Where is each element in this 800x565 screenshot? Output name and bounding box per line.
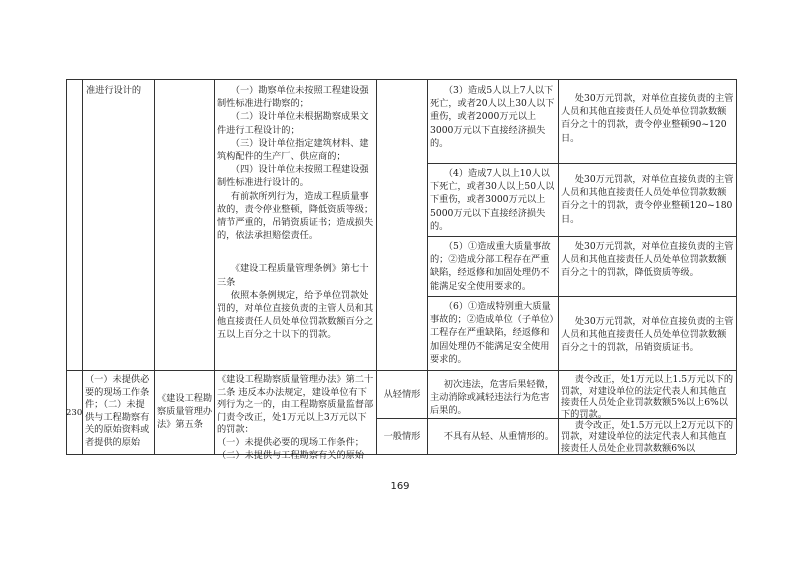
penalty-cell	[561, 374, 734, 420]
penalty-cell	[561, 240, 734, 280]
penalty-cell	[561, 420, 734, 454]
situation-text: 不具有从轻、从重情形的。	[443, 431, 555, 442]
table-rule	[427, 296, 736, 297]
penalty-text: 处30万元罚款，对单位直接负责的主管人员和其他直接责任人员处单位罚款数额百分之十的罚款，吊销资质证书。	[561, 316, 734, 354]
level-text: 一般情形	[383, 431, 421, 442]
table-rule	[66, 79, 67, 454]
situation-text: （6）①造成特别重大质量事故的；②造成单位（子单位）工程存在严重缺陷，经返修和加固处理仍不能满足安全使用要求的。	[430, 301, 555, 365]
table-rule	[427, 163, 736, 164]
page-number: 169	[390, 481, 410, 492]
level-text: 从轻情形	[383, 389, 421, 400]
situation-cell	[430, 430, 556, 443]
table-rule	[66, 79, 736, 80]
violation-cell	[85, 374, 153, 449]
table-rule	[82, 79, 83, 454]
provision-item: 《建设工程勘察质量管理办法》第二十二条 违反本办法规定，建设单位有下列行为之一的，由工程勘察质量监督部门责令改正，处1万元以上3万元以下的罚款：	[217, 374, 374, 436]
provision-item: （一）未提供必要的现场工作条件；	[217, 436, 364, 448]
provision-cell	[217, 84, 374, 368]
table-rule	[427, 236, 736, 237]
situation-text: 初次违法，危害后果轻微，主动消除或减轻违法行为危害后果的。	[430, 379, 555, 417]
provision-item: 依照本条例规定，给予单位罚款处罚的，对单位直接负责的主管人员和其他直接责任人员处单位罚款数额百分之五以上百分之十以下的罚款。	[217, 289, 374, 341]
level-cell	[377, 388, 427, 401]
table-rule	[154, 79, 155, 454]
provision-item: （一）勘察单位未按照工程建设强制性标准进行勘察的；	[217, 85, 369, 110]
penalty-cell	[561, 92, 734, 145]
penalty-text: 责令改正，处1.5万元以上2万元以下的罚款，对建设单位的法定代表人和其他直接责任人员处企业罚款数额6%以	[561, 420, 734, 454]
level-cell	[377, 430, 427, 443]
violation-cell	[86, 84, 152, 97]
table-rule	[736, 79, 737, 454]
violation-text: （一）未提供必要的现场工作条件；（二）未提供与工程勘察有关的原始资料或者提供的原始	[85, 374, 150, 448]
penalty-text: 责令改正，处1万元以上1.5万元以下的罚款，对建设单位的法定代表人和其他直接责任人员处企业罚款数额5%以上6%以下的罚款。	[561, 374, 734, 420]
violation-text: 准进行设计的	[86, 85, 142, 96]
provision-item: 《建设工程质量管理条例》第七十三条	[217, 263, 369, 288]
situation-text: （3）造成5人以上7人以下死亡，或者20人以上30人以下重伤，或者2000万元以上3000万元以下直接经济损失的。	[430, 85, 555, 149]
penalty-cell	[561, 173, 734, 226]
table-rule	[66, 454, 736, 455]
provision-cell	[217, 374, 374, 461]
table-rule	[214, 79, 215, 454]
penalty-text: 处30万元罚款，对单位直接负责的主管人员和其他直接责任人员处单位罚款数额百分之十的罚款，责令停业整顿120~180日。	[561, 174, 734, 225]
entry-number: 230	[66, 408, 83, 418]
situation-cell	[430, 84, 556, 150]
situation-cell	[430, 167, 556, 233]
penalty-text: 处30万元罚款，对单位直接负责的主管人员和其他直接责任人员处单位罚款数额百分之十的罚款，责令停业整顿90~120日。	[561, 93, 734, 144]
penalty-text: 处30万元罚款，对单位直接负责的主管人员和其他直接责任人员处单位罚款数额百分之十的罚款，降低资质等级。	[561, 241, 734, 279]
table-rule	[558, 79, 559, 454]
provision-item: （二）未提供与工程勘察有关的原始	[217, 449, 364, 461]
table-rule	[427, 79, 428, 454]
provision-item: 有前款所列行为，造成工程质量事故的，责令停业整顿，降低资质等级；情节严重的，吊销资质证书；造成损失的，依法承担赔偿责任。	[217, 190, 374, 242]
provision-item: （三）设计单位指定建筑材料、建筑构配件的生产厂、供应商的；	[217, 137, 369, 163]
situation-cell	[430, 240, 556, 293]
situation-text: （4）造成7人以上10人以下死亡，或者30人以上50人以下重伤，或者3000万元以上5000万元以下直接经济损失的。	[430, 168, 555, 232]
provision-item: （四）设计单位未按照工程建设强制性标准进行设计的。	[217, 164, 369, 189]
situation-cell	[430, 300, 556, 366]
situation-cell	[430, 378, 556, 418]
basis-cell	[157, 392, 213, 432]
situation-text: （5）①造成重大质量事故的；②造成分部工程存在严重缺陷，经返修和加固处理仍不能满足安全使用要求的。	[430, 241, 551, 292]
basis-text: 《建设工程勘察质量管理办法》第五条	[157, 393, 213, 431]
provision-item: （二）设计单位未根据勘察成果文件进行工程设计的；	[217, 111, 369, 136]
penalty-cell	[561, 315, 734, 355]
table-rule	[66, 370, 736, 371]
